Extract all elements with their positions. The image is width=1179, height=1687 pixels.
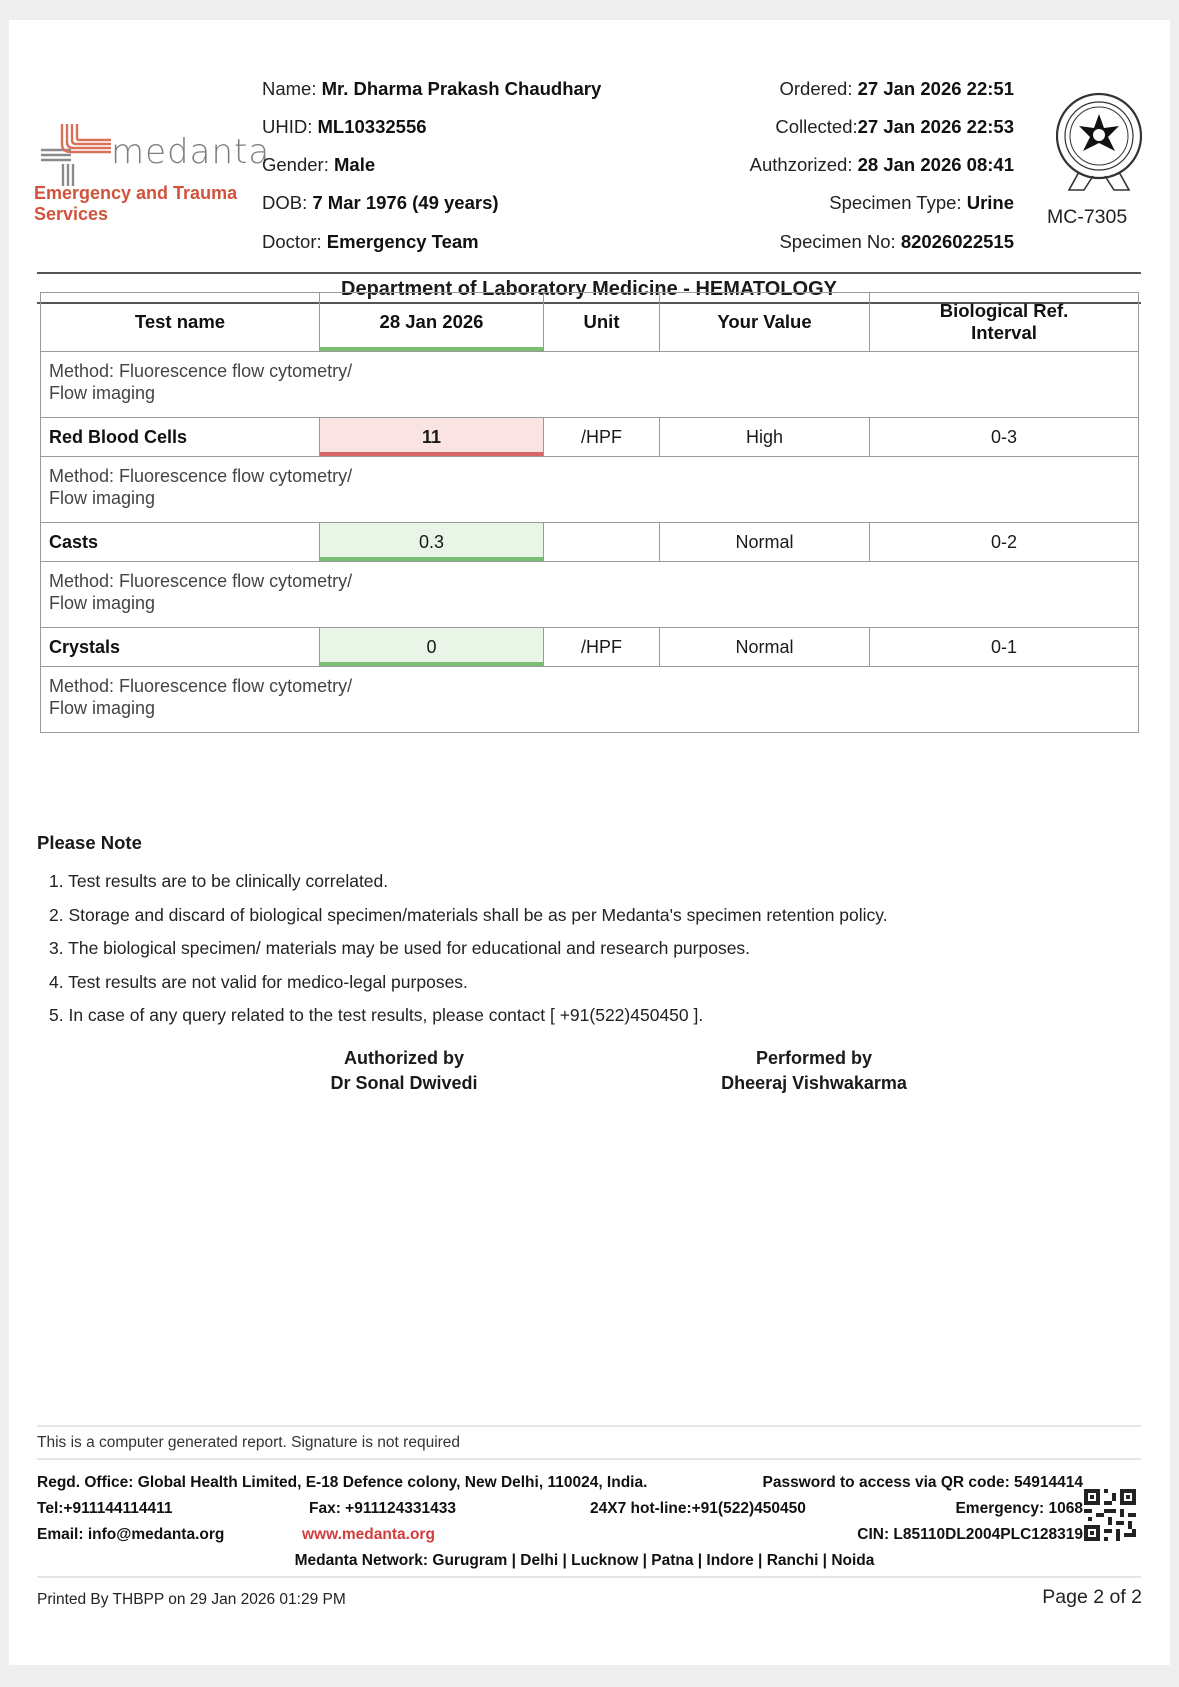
page-number: Page 2 of 2	[1042, 1586, 1142, 1608]
fax: Fax: +911124331433	[309, 1500, 456, 1517]
result-status: Normal	[660, 523, 870, 562]
note-item: 1. Test results are to be clinically correlated.	[49, 871, 389, 891]
medanta-network	[9, 1552, 1170, 1570]
cin: CIN: L85110DL2004PLC128319	[857, 1526, 1083, 1543]
accreditation-code: MC-7305	[1047, 206, 1128, 228]
ordered-value: 27 Jan 2026 22:51	[857, 78, 1014, 99]
regd-office: Regd. Office: Global Health Limited, E-18 Defence colony, New Delhi, 110024, India.	[37, 1474, 648, 1491]
qr-password: Password to access via QR code: 54914414	[762, 1474, 1083, 1491]
method-row	[41, 352, 1139, 418]
authorized-value: 28 Jan 2026 08:41	[857, 154, 1014, 175]
collected-label: Collected:	[775, 116, 858, 137]
dob-row	[262, 192, 499, 214]
uhid-label: UHID:	[262, 116, 313, 137]
gender-value: Male	[334, 154, 376, 175]
method-row	[41, 667, 1139, 733]
name-label: Name:	[262, 78, 317, 99]
method-text	[41, 667, 1139, 733]
logo-subtitle-line1: Emergency and Trauma	[34, 183, 238, 203]
col-ref-interval	[870, 293, 1139, 352]
result-unit: /HPF	[544, 418, 660, 457]
performed-by-block	[679, 1046, 949, 1096]
report-page	[9, 20, 1170, 1665]
specimen-type-label: Specimen Type:	[829, 192, 962, 213]
ref-interval: 0-3	[870, 418, 1139, 457]
ref-interval: 0-1	[870, 628, 1139, 667]
email: Email: info@medanta.org	[37, 1526, 225, 1543]
disclaimer: This is a computer generated report. Signature is not required	[37, 1434, 461, 1451]
uhid-row	[262, 116, 427, 138]
method-line1: Method: Fluorescence flow cytometry/	[49, 571, 353, 591]
performed-by-name: Dheeraj Vishwakarma	[721, 1073, 907, 1093]
ordered-row	[779, 78, 1014, 100]
method-line2: Flow imaging	[49, 593, 156, 613]
network-text: Medanta Network: Gurugram | Delhi | Lucknow | Patna | Indore | Ranchi | Noida	[294, 1552, 875, 1569]
logo-subtitle	[34, 183, 237, 225]
authorized-by-block	[279, 1046, 529, 1096]
method-line1: Method: Fluorescence flow cytometry/	[49, 676, 353, 696]
performed-by-label: Performed by	[755, 1048, 873, 1068]
dob-value: 7 Mar 1976 (49 years)	[312, 192, 499, 213]
method-line1: Method: Fluorescence flow cytometry/	[49, 361, 353, 381]
medanta-wordmark: medanta	[111, 132, 271, 172]
test-name: Casts	[41, 523, 320, 562]
note-item: 5. In case of any query related to the test results, please contact [ +91(522)450450 ].	[49, 1005, 704, 1025]
hotline: 24X7 hot-line:+91(522)450450	[590, 1500, 806, 1517]
authorized-by-label: Authorized by	[344, 1048, 464, 1068]
footer-divider-2	[37, 1458, 1141, 1460]
patient-name-row	[262, 78, 601, 100]
logo-subtitle-line2: Services	[34, 204, 109, 224]
doctor-label: Doctor:	[262, 231, 322, 252]
specimen-type-value: Urine	[966, 192, 1014, 213]
authorized-label: Authzorized:	[749, 154, 853, 175]
result-value-high: 11	[320, 418, 544, 457]
col-unit: Unit	[544, 293, 660, 352]
method-row	[41, 457, 1139, 523]
footer-divider-1	[37, 1425, 1141, 1427]
result-unit	[544, 523, 660, 562]
notes-list	[49, 865, 888, 1033]
divider-top	[37, 272, 1141, 274]
note-item: 2. Storage and discard of biological specimen/materials shall be as per Medanta's specimen retention policy.	[49, 904, 888, 925]
ref-interval: 0-2	[870, 523, 1139, 562]
method-line2: Flow imaging	[49, 698, 156, 718]
results-table	[40, 292, 1139, 733]
table-row	[41, 523, 1139, 562]
method-text	[41, 352, 1139, 418]
qr-code-icon[interactable]	[1084, 1489, 1136, 1541]
note-item: 4. Test results are not valid for medico-legal purposes.	[49, 971, 468, 992]
specimen-no-label: Specimen No:	[779, 231, 896, 252]
specimen-no-value: 82026022515	[900, 231, 1014, 252]
result-unit: /HPF	[544, 628, 660, 667]
notes-title: Please Note	[37, 832, 142, 853]
col-date: 28 Jan 2026	[320, 293, 544, 352]
note-item: 3. The biological specimen/ materials may be used for educational and research purposes.	[49, 938, 751, 958]
nabl-seal-icon	[1049, 90, 1149, 200]
result-status: Normal	[660, 628, 870, 667]
specimen-no-row	[779, 231, 1014, 253]
table-row	[41, 628, 1139, 667]
emergency: Emergency: 1068	[955, 1500, 1083, 1517]
website-link[interactable]: www.medanta.org	[302, 1526, 435, 1543]
authorized-row	[750, 154, 1014, 176]
method-row	[41, 562, 1139, 628]
method-line1: Method: Fluorescence flow cytometry/	[49, 466, 353, 486]
test-name: Crystals	[41, 628, 320, 667]
method-text	[41, 457, 1139, 523]
authorized-by-name: Dr Sonal Dwivedi	[330, 1073, 478, 1093]
footer-divider-3	[37, 1576, 1141, 1578]
patient-name: Mr. Dharma Prakash Chaudhary	[321, 78, 602, 99]
method-line2: Flow imaging	[49, 383, 156, 403]
table-row	[41, 418, 1139, 457]
medanta-cross-icon	[41, 124, 113, 186]
uhid-value: ML10332556	[317, 116, 427, 137]
medanta-logo	[41, 124, 271, 184]
printed-by: Printed By THBPP on 29 Jan 2026 01:29 PM	[37, 1591, 346, 1608]
result-status: High	[660, 418, 870, 457]
doctor-value: Emergency Team	[326, 231, 479, 252]
result-value-normal: 0	[320, 628, 544, 667]
ordered-label: Ordered:	[779, 78, 853, 99]
test-name: Red Blood Cells	[41, 418, 320, 457]
department-title: Department of Laboratory Medicine - HEMATOLOGY	[341, 278, 837, 300]
dob-label: DOB:	[262, 192, 308, 213]
doctor-row	[262, 231, 479, 253]
collected-row	[775, 116, 1014, 138]
tel: Tel:+911144114411	[37, 1500, 173, 1517]
result-value-normal: 0.3	[320, 523, 544, 562]
gender-row	[262, 154, 375, 176]
method-line2: Flow imaging	[49, 488, 156, 508]
col-test-name: Test name	[41, 293, 320, 352]
table-header-row	[41, 293, 1139, 352]
collected-value: 27 Jan 2026 22:53	[857, 116, 1014, 137]
method-text	[41, 562, 1139, 628]
specimen-type-row	[829, 192, 1014, 214]
col-ref-interval-label: Biological Ref. Interval	[939, 300, 1069, 343]
gender-label: Gender:	[262, 154, 329, 175]
col-your-value: Your Value	[660, 293, 870, 352]
